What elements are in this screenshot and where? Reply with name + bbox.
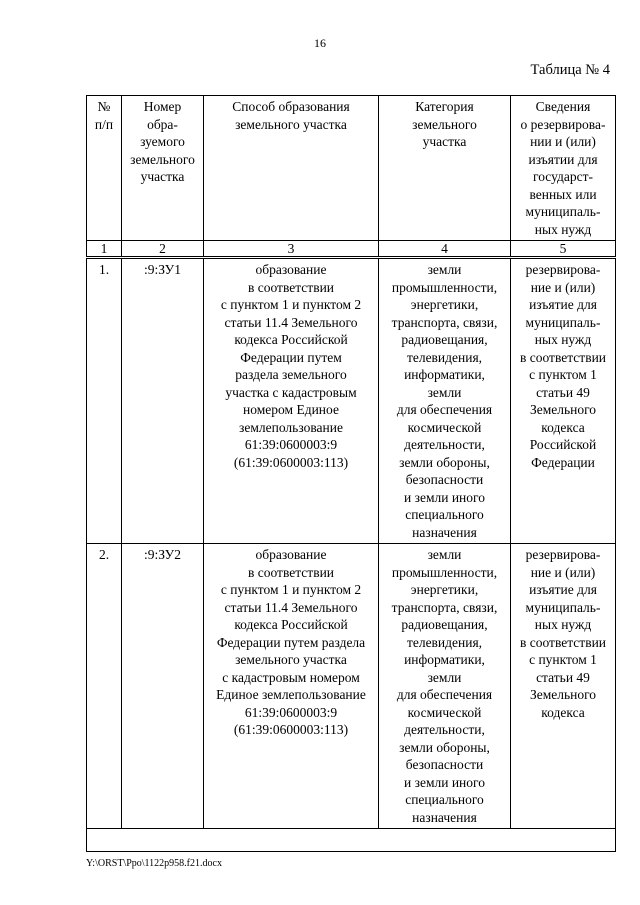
text-line: в соответствии xyxy=(519,349,607,365)
text-line: обра- xyxy=(147,116,178,132)
text-line: ние и (или) xyxy=(530,279,596,295)
table-header-row xyxy=(87,96,616,241)
text-line: для обеспечения xyxy=(396,687,493,702)
text-line: п/п xyxy=(94,116,114,132)
text-line: для обеспечения xyxy=(396,402,493,417)
text-line: и земли иного xyxy=(404,489,485,505)
plot-designation: :9:ЗУ2 xyxy=(122,544,204,829)
text-line: (61:39:0600003:113) xyxy=(233,454,349,470)
text-line: Российской xyxy=(529,437,597,452)
text-line: с пунктом 1 xyxy=(529,652,597,667)
text-line: безопасности xyxy=(405,472,484,487)
text-line: зуемого xyxy=(140,134,185,149)
text-line: (61:39:0600003:113) xyxy=(233,722,349,737)
text-line: Сведения xyxy=(535,99,591,114)
text-line: кодекса xyxy=(541,419,585,435)
text-line: кодекса xyxy=(541,704,585,720)
text-line: статьи 49 xyxy=(536,669,590,685)
text-line: радиовещания, xyxy=(401,617,488,632)
text-line: энергетики, xyxy=(410,297,479,312)
text-line: земли xyxy=(427,547,462,562)
column-index: 1 xyxy=(87,241,122,258)
text-line: ние и (или) xyxy=(530,564,596,580)
text-line: промышленности, xyxy=(391,279,498,295)
text-line: деятельности, xyxy=(404,722,485,737)
text-line: венных или xyxy=(529,186,597,202)
text-line: телевидения, xyxy=(406,634,483,650)
text-line: 61:39:0600003:9 xyxy=(244,437,338,452)
text-line: в соответствии xyxy=(247,279,335,295)
text-line: кодекса Российской xyxy=(234,332,348,347)
table-row xyxy=(87,258,616,544)
text-line: Способ образования xyxy=(232,99,350,114)
text-line: изъятие для xyxy=(529,297,597,312)
text-line: ных нужд xyxy=(534,617,592,632)
header-plot-number xyxy=(122,96,204,241)
plot-designation: :9:ЗУ1 xyxy=(122,258,204,544)
text-line: статьи 11.4 Земельного xyxy=(224,599,358,615)
text-line: транспорта, связи, xyxy=(391,314,498,330)
table-row xyxy=(87,544,616,829)
text-line: земли обороны, xyxy=(399,739,490,755)
text-line: деятельности, xyxy=(404,437,485,452)
text-line: специального xyxy=(405,507,484,522)
text-line: № xyxy=(97,99,111,114)
text-line: ных нужд xyxy=(534,221,592,237)
text-line: информатики, xyxy=(404,652,485,667)
table-caption: Таблица № 4 xyxy=(530,62,610,78)
header-number xyxy=(87,96,122,241)
text-line: земельного xyxy=(130,151,195,167)
column-index-row xyxy=(87,241,616,258)
text-line: Федерации xyxy=(531,454,595,470)
column-index: 3 xyxy=(204,241,379,258)
text-line: Земельного xyxy=(529,402,597,417)
text-line: космической xyxy=(407,419,482,435)
text-line: муниципаль- xyxy=(525,204,601,219)
text-line: кодекса Российской xyxy=(234,617,348,632)
text-line: муниципаль- xyxy=(525,599,601,615)
text-line: земли обороны, xyxy=(399,454,490,470)
text-line: безопасности xyxy=(405,757,484,772)
text-line: в соответствии xyxy=(247,564,335,580)
text-line: участка с кадастровым xyxy=(225,384,357,400)
land-category xyxy=(379,544,511,829)
formation-method xyxy=(204,258,379,544)
land-category xyxy=(379,258,511,544)
text-line: космической xyxy=(407,704,482,720)
reservation-info xyxy=(511,544,616,829)
text-line: Федерации путем раздела xyxy=(216,634,366,650)
text-line: государст- xyxy=(533,169,593,184)
text-line: с пунктом 1 xyxy=(529,367,597,382)
text-line: с пунктом 1 и пунктом 2 xyxy=(220,297,362,312)
text-line: транспорта, связи, xyxy=(391,599,498,615)
text-line: статьи 49 xyxy=(536,384,590,400)
empty-cell xyxy=(87,829,616,852)
text-line: специального xyxy=(405,792,484,807)
text-line: образование xyxy=(255,547,327,562)
text-line: Единое землепользование xyxy=(216,687,366,702)
land-plots-table xyxy=(86,95,616,852)
text-line: раздела земельного xyxy=(235,367,347,382)
text-line: земли xyxy=(427,384,462,400)
text-line: радиовещания, xyxy=(401,332,488,347)
text-line: муниципаль- xyxy=(525,314,601,330)
text-line: изъятии для xyxy=(528,151,598,167)
text-line: о резервирова- xyxy=(520,116,606,132)
text-line: телевидения, xyxy=(406,349,483,365)
text-line: участка xyxy=(140,169,185,184)
text-line: землепользование xyxy=(239,419,343,435)
text-line: назначения xyxy=(412,809,477,825)
header-land-category xyxy=(379,96,511,241)
text-line: энергетики, xyxy=(410,582,479,597)
text-line: 61:39:0600003:9 xyxy=(244,704,338,720)
page-number: 16 xyxy=(314,36,326,50)
text-line: земли xyxy=(427,669,462,685)
text-line: назначения xyxy=(412,524,477,540)
header-reservation-info xyxy=(511,96,616,241)
text-line: и земли иного xyxy=(404,774,485,790)
text-line: земельного участка xyxy=(235,116,347,132)
text-line: образование xyxy=(255,262,327,277)
column-index: 5 xyxy=(511,241,616,258)
row-number: 1. xyxy=(87,258,122,544)
column-index: 2 xyxy=(122,241,204,258)
text-line: в соответствии xyxy=(519,634,607,650)
text-line: земельного участка xyxy=(235,652,347,667)
text-line: земельного xyxy=(412,116,477,132)
reservation-info xyxy=(511,258,616,544)
text-line: ных нужд xyxy=(534,332,592,347)
text-line: Земельного xyxy=(529,687,597,702)
text-line: с пунктом 1 и пунктом 2 xyxy=(220,582,362,597)
row-number: 2. xyxy=(87,544,122,829)
column-index: 4 xyxy=(379,241,511,258)
text-line: участка xyxy=(422,134,467,149)
text-line: Категория xyxy=(415,99,474,114)
header-formation-method xyxy=(204,96,379,241)
text-line: с кадастровым номером xyxy=(222,669,360,685)
text-line: изъятие для xyxy=(529,582,597,597)
formation-method xyxy=(204,544,379,829)
document-file-path: Y:\ORST\Ppo\1122p958.f21.docx xyxy=(86,858,222,869)
text-line: статьи 11.4 Земельного xyxy=(224,314,358,330)
text-line: земли xyxy=(427,262,462,277)
text-line: Номер xyxy=(143,99,182,114)
text-line: номером Единое xyxy=(243,402,339,417)
text-line: Федерации путем xyxy=(240,349,342,365)
text-line: нии и (или) xyxy=(530,134,596,149)
text-line: промышленности, xyxy=(391,564,498,580)
text-line: резервирова- xyxy=(525,262,601,277)
text-line: информатики, xyxy=(404,367,485,382)
text-line: резервирова- xyxy=(525,547,601,562)
empty-row xyxy=(87,829,616,852)
